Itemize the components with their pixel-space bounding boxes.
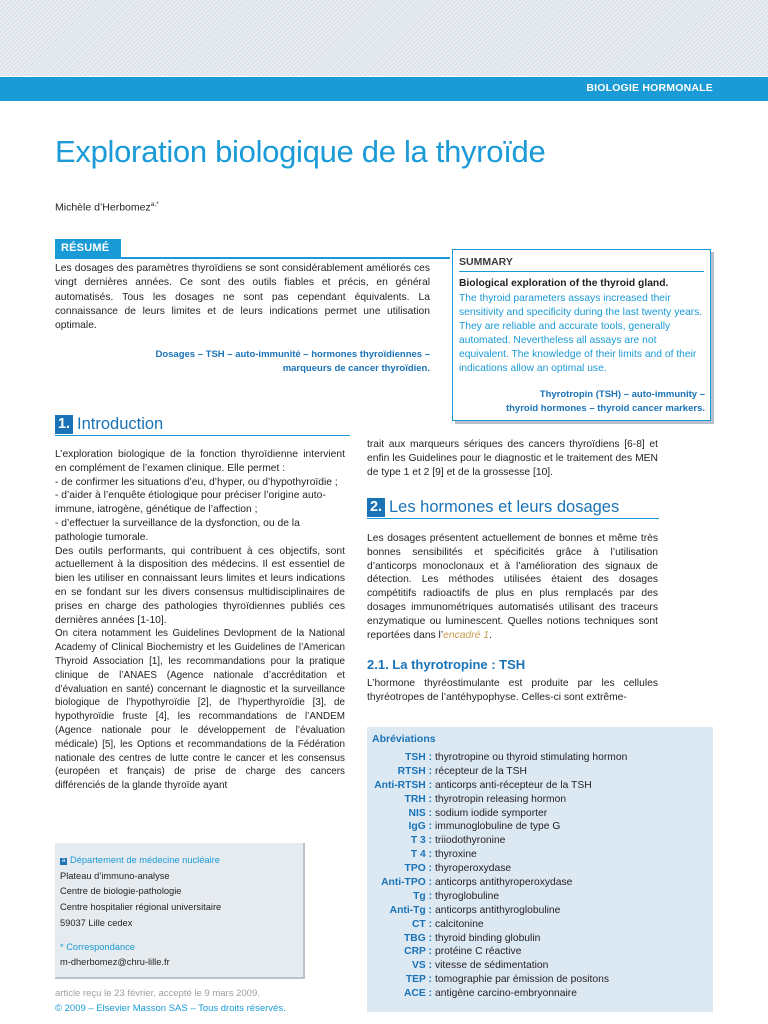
summary-label: SUMMARY bbox=[459, 256, 513, 268]
summary-text: The thyroid parameters assays increased their sensitivity and specificity during the last twenty years. They are reliable and accurate tools, generally automated. Nevertheless all assays are not equivalent. The knowledge of their limits and of their indications allow an optimal use. bbox=[459, 293, 703, 374]
abbreviation-definition: thyrotropine ou thyroid stimulating hormon bbox=[435, 752, 628, 763]
abbreviation-definition: thyroid binding globulin bbox=[435, 932, 541, 944]
copyright-line: © 2009 – Elsevier Masson SAS – Tous droits réservés. bbox=[55, 1003, 286, 1014]
summary-box bbox=[452, 249, 711, 421]
abbreviation-definition: anticorps anti-récepteur de la TSH bbox=[435, 779, 592, 791]
abbreviation-term: NIS : bbox=[408, 807, 432, 819]
section-2-heading bbox=[367, 498, 659, 518]
abbreviation-term: T 3 : bbox=[410, 835, 432, 847]
affiliation-box bbox=[55, 843, 305, 979]
author-name: Michèle d’Herbomez bbox=[55, 201, 151, 214]
affiliation-line-3: Centre hospitalier régional universitaire bbox=[60, 902, 222, 913]
section-1-number: 1. bbox=[55, 415, 73, 434]
resume-keywords bbox=[55, 348, 430, 376]
affiliation-department bbox=[60, 853, 221, 869]
abbreviation-definition: anticorps antithyroperoxydase bbox=[435, 877, 573, 889]
abbreviation-term: TBG : bbox=[403, 932, 432, 944]
abbreviations-title: Abréviations bbox=[372, 733, 436, 745]
abbreviation-term: TRH : bbox=[404, 793, 432, 805]
affiliation-line-2: Centre de biologie-pathologie bbox=[60, 886, 182, 897]
abbreviation-definition: récepteur de la TSH bbox=[435, 765, 527, 777]
correspondence-label: * Correspondance bbox=[60, 941, 135, 952]
subsection-2-1-title: 2.1. La thyrotropine : TSH bbox=[367, 657, 526, 672]
abbreviation-row bbox=[367, 890, 713, 904]
abbreviation-term: TPO : bbox=[404, 863, 432, 875]
abbreviation-row bbox=[367, 751, 713, 765]
article-title: Exploration biologique de la thyroïde bbox=[55, 134, 546, 169]
abbreviation-row bbox=[367, 932, 713, 946]
section-2-paragraph bbox=[367, 532, 658, 642]
section-2-text: Les dosages présentent actuellement de bonnes et même très bonnes sensibilités et spécificités grâce à l’utilisation d’anticorps monoclonaux et à l’amélioration des signaux de détection. Les méthodes utilisées étaient des dosages compétitifs radioactifs de plus en plus remplacés par des dosages immunométriques automatisés utilisant des traceurs enzymatique ou luminescent. Quelles notions techniques sont reportées dans l’ bbox=[367, 533, 658, 641]
author-line bbox=[55, 201, 159, 214]
section-1-underline bbox=[55, 435, 350, 436]
section-label: BIOLOGIE HORMONALE bbox=[586, 82, 713, 94]
abbreviation-definition: protéine C réactive bbox=[435, 946, 522, 958]
author-affiliation-mark: a,* bbox=[150, 201, 159, 208]
abbreviation-row bbox=[367, 793, 713, 807]
abbreviation-row bbox=[367, 876, 713, 890]
abbreviation-definition: anticorps antithyroglobuline bbox=[435, 904, 561, 916]
correspondence-email[interactable]: m-dherbomez@chru-lille.fr bbox=[60, 957, 170, 968]
resume-keywords-line-2: marqueurs de cancer thyroïdien. bbox=[282, 363, 430, 374]
abbreviation-definition: tomographie par émission de positons bbox=[435, 974, 610, 986]
header-pattern bbox=[0, 0, 768, 76]
abbreviation-definition: thyrotropin releasing hormon bbox=[435, 793, 567, 805]
section-2-number: 2. bbox=[367, 498, 385, 517]
abbreviation-row bbox=[367, 779, 713, 793]
abbreviation-term: T 4 : bbox=[410, 849, 432, 861]
abbreviation-term: TSH : bbox=[405, 752, 432, 763]
abbreviation-definition: sodium iodide symporter bbox=[435, 807, 548, 819]
abbreviations-list bbox=[367, 751, 713, 1001]
abbreviation-row bbox=[367, 959, 713, 973]
abbreviation-definition: triiodothyronine bbox=[435, 835, 506, 847]
abbreviation-definition: thyroperoxydase bbox=[435, 863, 512, 875]
abbreviation-row bbox=[367, 904, 713, 918]
abbreviation-row bbox=[367, 848, 713, 862]
intro-bullet-1: - de confirmer les situations d’eu, d’hyper, ou d’hypothyroïdie ; bbox=[55, 476, 338, 488]
resume-text: Les dosages des paramètres thyroïdiens se sont considérablement améliorés ces vingt dernières années. Ce sont des outils fiables et précis, en général automatisés. Tous les dosages ne sont pas cependant équivalents. La connaissance de leurs limites et de leurs indications permet une utilisation optimale. bbox=[55, 263, 430, 332]
article-dates bbox=[55, 986, 286, 1016]
intro-paragraph-1: L’exploration biologique de la fonction thyroïdienne intervient en complément de l’examen clinique. Elle permet : bbox=[55, 449, 345, 474]
affiliation-line-1: Plateau d’immuno-analyse bbox=[60, 870, 170, 881]
abbreviation-term: Anti-TPO : bbox=[381, 877, 432, 889]
column-2-paragraph-1: trait aux marqueurs sériques des cancers thyroïdiens [6-8] et enfin les Guidelines pour le diagnostic et le traitement des MEN de type 1 et 2 [9] et de la grossesse [10]. bbox=[367, 439, 658, 478]
abbreviation-definition: vitesse de sédimentation bbox=[435, 960, 549, 972]
abbreviation-term: VS : bbox=[411, 960, 432, 972]
abbreviation-row bbox=[367, 918, 713, 932]
section-2-underline bbox=[367, 518, 659, 519]
resume-label: RÉSUMÉ bbox=[55, 239, 121, 258]
abbreviation-row bbox=[367, 834, 713, 848]
abbreviation-row bbox=[367, 820, 713, 834]
section-1-title: Introduction bbox=[77, 415, 164, 433]
abbreviation-term: CT : bbox=[411, 918, 432, 930]
section-2-text-end: . bbox=[488, 629, 492, 641]
abbreviation-row bbox=[367, 945, 713, 959]
abbreviation-definition: thyroxine bbox=[435, 849, 477, 861]
resume-divider bbox=[55, 257, 450, 259]
abbreviation-row bbox=[367, 973, 713, 987]
abbreviation-term: RTSH : bbox=[397, 765, 432, 777]
abbreviation-term: Anti-Tg : bbox=[389, 904, 432, 916]
abbreviation-definition: antigène carcino-embryonnaire bbox=[435, 988, 577, 1000]
abbreviation-term: TEP : bbox=[405, 974, 432, 986]
summary-heading: Biological exploration of the thyroid gland. bbox=[459, 278, 669, 289]
section-banner bbox=[0, 77, 768, 101]
encadre-link[interactable]: encadré 1 bbox=[443, 629, 489, 641]
received-date: article reçu le 23 février, accepté le 9 mars 2009. bbox=[55, 988, 260, 999]
abbreviation-row bbox=[367, 987, 713, 1001]
abbreviation-term: CRP : bbox=[404, 946, 432, 958]
abbreviation-term: ACE : bbox=[403, 988, 432, 1000]
subsection-2-1-paragraph: L’hormone thyréostimulante est produite par les cellules thyréotropes de l’antéhypophyse. Celles-ci sont extrême- bbox=[367, 678, 658, 703]
intro-paragraph-3: On citera notamment les Guidelines Devlopment de la National Academy of Clinical Biochemistry et les Guidelines de l’American Thyroid Association [1], les recommandations pour la pratique clinique de l’ANAES (Agence nationale d’accréditation et d’évaluation en santé) concernant le diagnostic et la surveillance biologique de l’hypothyroïdie [2], de l’hyperthyroïdie [3], de hypothyroïdie fruste [4], les recommandations de l’ANDEM (Agence nationale pour le développement de l’évaluation médicale) [5], les Options et recommandations de la Fédération nationale des centres de lutte contre le cancer et les consensus (européen et français) de prise de charge des cancers différenciés de la glande thyroïde ayant bbox=[55, 628, 345, 792]
abbreviation-row bbox=[367, 807, 713, 821]
intro-paragraph-2: Des outils performants, qui contribuent à ces objectifs, sont actuellement à la disposition des médecins. Il est essentiel de bien les utiliser en connaissant leurs limites et leurs indications en se fondant sur les divers consensus multidisciplinaires de prises en charge des pathologies thyroïdiennes publiés ces dernières années [1-10]. bbox=[55, 545, 345, 626]
intro-bullet-3: - d’effectuer la surveillance de la dysfonction, ou de la pathologie tumorale. bbox=[55, 517, 300, 543]
summary-keywords-line-2: thyroid hormones – thyroid cancer markers. bbox=[505, 403, 705, 414]
section-1-heading bbox=[55, 415, 350, 435]
abbreviation-definition: calcitonine bbox=[435, 918, 484, 930]
abbreviations-box bbox=[367, 727, 713, 1012]
summary-divider bbox=[459, 271, 704, 272]
intro-bullet-2: - d’aider à l’enquête étiologique pour préciser l’origine auto-immune, iatrogène, génétique de l’affection ; bbox=[55, 490, 326, 516]
summary-keywords bbox=[459, 388, 705, 416]
abbreviation-term: Tg : bbox=[413, 890, 432, 902]
affiliation-lines bbox=[60, 853, 221, 971]
summary-keywords-line-1: Thyrotropin (TSH) – auto-immunity – bbox=[539, 389, 705, 400]
affiliation-badge: a bbox=[61, 858, 66, 864]
affiliation-line-4: 59037 Lille cedex bbox=[60, 917, 133, 928]
abbreviation-row bbox=[367, 765, 713, 779]
abbreviation-term: IgG : bbox=[408, 821, 432, 833]
abbreviation-row bbox=[367, 862, 713, 876]
abbreviation-definition: thyroglobuline bbox=[435, 890, 500, 902]
affiliation-department-text: Département de médecine nucléaire bbox=[70, 855, 220, 865]
section-2-title: Les hormones et leurs dosages bbox=[389, 498, 620, 516]
resume-keywords-line-1: Dosages – TSH – auto-immunité – hormones thyroïdiennes – bbox=[155, 349, 430, 360]
intro-body bbox=[55, 448, 345, 793]
abbreviation-term: Anti-RTSH : bbox=[374, 779, 432, 791]
abbreviation-definition: immunoglobuline de type G bbox=[435, 821, 561, 833]
